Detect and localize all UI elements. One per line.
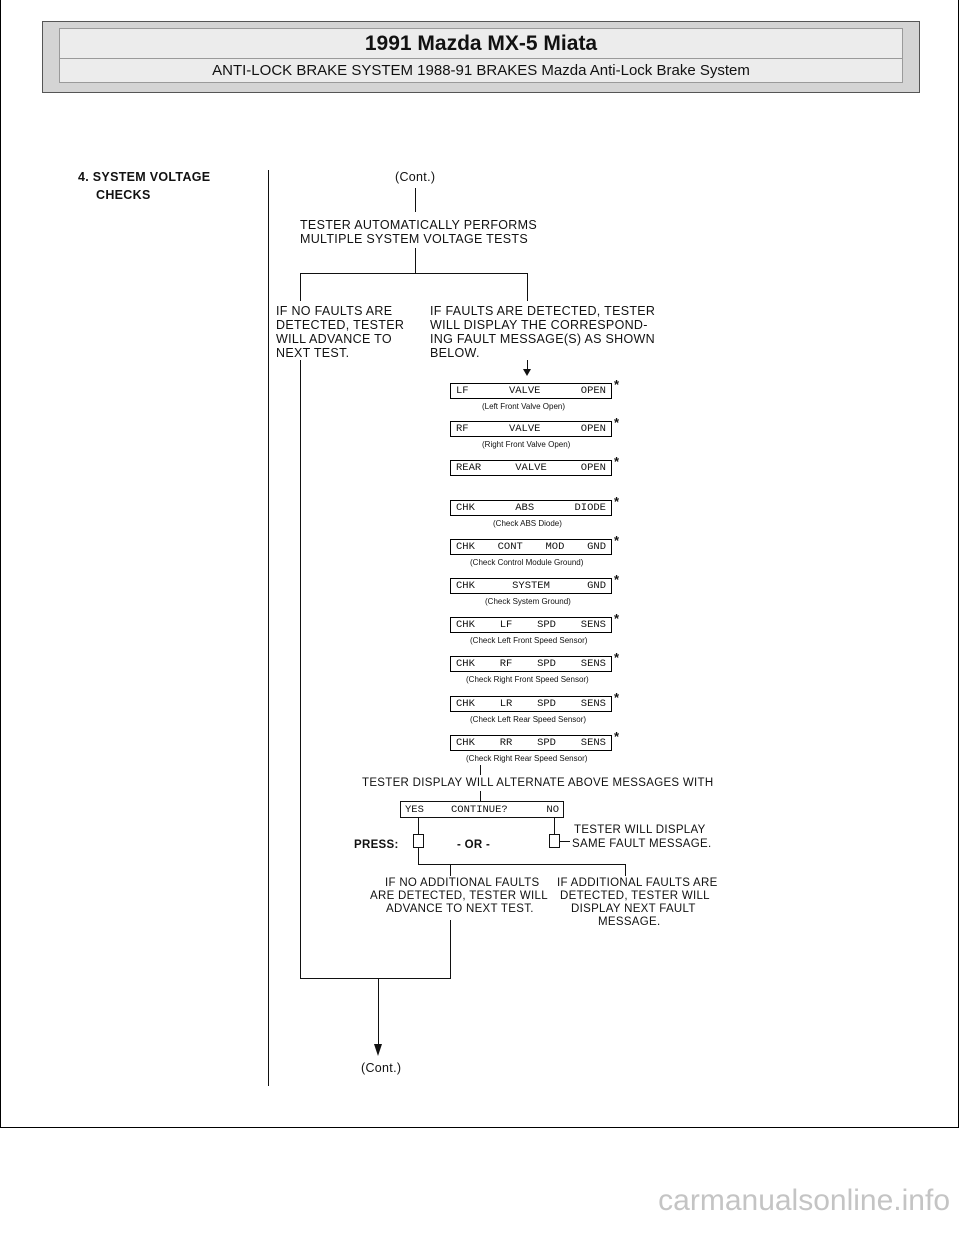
fault-message-box xyxy=(450,383,612,399)
footnote-marker: * xyxy=(614,533,620,548)
message-caption: (Check System Ground) xyxy=(485,597,571,606)
message-word: RF xyxy=(499,658,513,670)
message-caption: (Check Left Rear Speed Sensor) xyxy=(470,715,587,724)
message-word: LF xyxy=(499,619,513,631)
footnote-marker: * xyxy=(614,690,620,705)
message-word: CHK xyxy=(456,737,475,749)
message-word: CHK xyxy=(456,698,475,710)
message-word: ABS xyxy=(515,502,535,514)
same-fault-line2: SAME FAULT MESSAGE. xyxy=(572,838,712,850)
message-word: RR xyxy=(499,737,513,749)
fault-message-box xyxy=(450,421,612,437)
auto-tests-line1: TESTER AUTOMATICALLY PERFORMS xyxy=(300,218,537,232)
document-title: 1991 Mazda MX-5 Miata xyxy=(364,32,598,55)
message-word: SPD xyxy=(537,658,556,670)
document-header xyxy=(42,21,920,93)
same-fault-line1: TESTER WILL DISPLAY xyxy=(574,824,706,836)
message-word: SPD xyxy=(537,698,556,710)
footnote-marker: * xyxy=(614,415,620,430)
message-word: DIODE xyxy=(574,502,606,514)
prompt-yes: YES xyxy=(405,804,424,816)
connector-line xyxy=(554,818,555,834)
message-word: GND xyxy=(587,580,606,592)
message-caption: (Check Left Front Speed Sensor) xyxy=(470,636,588,645)
fault-message-box xyxy=(450,617,612,633)
message-word: CHK xyxy=(456,580,475,592)
message-word: SENS xyxy=(580,737,606,749)
message-word: SENS xyxy=(580,658,606,670)
connector-line xyxy=(527,273,528,301)
message-caption: (Check Right Front Speed Sensor) xyxy=(466,675,589,684)
message-word: CHK xyxy=(456,541,475,553)
continue-prompt-box xyxy=(400,801,564,818)
fault-message-box xyxy=(450,500,612,516)
message-word: GND xyxy=(587,541,606,553)
yes-key-icon xyxy=(413,834,424,848)
message-word: RF xyxy=(456,423,469,435)
footnote-marker: * xyxy=(614,729,620,744)
cont-bottom-label: (Cont.) xyxy=(361,1061,402,1075)
text-line: DETECTED, TESTER xyxy=(276,318,405,332)
arrow-down-icon xyxy=(374,1044,382,1056)
alternate-messages-text: TESTER DISPLAY WILL ALTERNATE ABOVE MESSAGES WITH xyxy=(362,777,714,789)
fault-message-box xyxy=(450,696,612,712)
message-caption: (Left Front Valve Open) xyxy=(482,402,565,411)
join-line xyxy=(300,978,451,979)
fault-message-box xyxy=(450,735,612,751)
page-border-left xyxy=(0,0,1,1128)
message-word: LR xyxy=(499,698,513,710)
message-caption: (Check Right Rear Speed Sensor) xyxy=(466,754,588,763)
footnote-marker: * xyxy=(614,454,620,469)
connector-line xyxy=(625,864,626,876)
message-word: SENS xyxy=(580,619,606,631)
connector-line xyxy=(415,188,416,212)
text-line: DISPLAY NEXT FAULT xyxy=(571,903,696,915)
message-word: OPEN xyxy=(580,462,606,474)
message-word: CONT xyxy=(497,541,523,553)
page-border-bottom xyxy=(0,1127,959,1128)
branch-line xyxy=(300,273,528,274)
arrow-down-icon xyxy=(523,369,531,376)
connector-line xyxy=(300,273,301,301)
message-word: LF xyxy=(456,385,469,397)
connector-line xyxy=(450,864,451,876)
header-panel xyxy=(59,28,903,83)
text-line: ARE DETECTED, TESTER WILL xyxy=(370,890,548,902)
footnote-marker: * xyxy=(614,572,620,587)
no-faults-path-line xyxy=(300,360,301,978)
message-caption: (Check Control Module Ground) xyxy=(470,558,584,567)
section-title-cont: CHECKS xyxy=(96,188,151,202)
no-key-icon xyxy=(549,834,560,848)
message-caption: (Check ABS Diode) xyxy=(493,519,562,528)
connector-line xyxy=(418,848,419,864)
message-word: VALVE xyxy=(508,385,541,397)
text-line: ING FAULT MESSAGE(S) AS SHOWN xyxy=(430,332,655,346)
footnote-marker: * xyxy=(614,494,620,509)
message-word: OPEN xyxy=(580,385,606,397)
message-word: CHK xyxy=(456,658,475,670)
text-line: DETECTED, TESTER WILL xyxy=(560,890,710,902)
message-caption: (Right Front Valve Open) xyxy=(482,440,571,449)
watermark-text: carmanualsonline.info xyxy=(658,1184,950,1217)
prompt-continue: CONTINUE? xyxy=(451,804,508,816)
document-subtitle: ANTI-LOCK BRAKE SYSTEM 1988-91 BRAKES Mazda Anti-Lock Brake System xyxy=(212,62,750,79)
message-word: SYSTEM xyxy=(512,580,550,592)
fault-message-box xyxy=(450,578,612,594)
message-word: SPD xyxy=(537,619,556,631)
text-line: ADVANCE TO NEXT TEST. xyxy=(386,903,534,915)
text-line: WILL ADVANCE TO xyxy=(276,332,392,346)
message-word: OPEN xyxy=(580,423,606,435)
fault-message-box xyxy=(450,656,612,672)
connector-line xyxy=(480,791,481,801)
message-word: VALVE xyxy=(508,423,541,435)
fault-message-box xyxy=(450,539,612,555)
text-line: IF ADDITIONAL FAULTS ARE xyxy=(557,877,718,889)
message-word: CHK xyxy=(456,619,475,631)
header-divider xyxy=(60,58,902,59)
prompt-no: NO xyxy=(546,804,559,816)
footnote-marker: * xyxy=(614,650,620,665)
press-label: PRESS: xyxy=(354,839,399,851)
connector-line xyxy=(415,248,416,273)
auto-tests-line2: MULTIPLE SYSTEM VOLTAGE TESTS xyxy=(300,232,528,246)
text-line: NEXT TEST. xyxy=(276,346,350,360)
text-line: MESSAGE. xyxy=(598,916,661,928)
text-line: BELOW. xyxy=(430,346,480,360)
or-separator: - OR - xyxy=(457,839,491,851)
message-word: VALVE xyxy=(515,462,547,474)
section-divider xyxy=(268,170,269,1086)
connector-line xyxy=(560,841,570,842)
connector-line xyxy=(418,818,419,834)
footnote-marker: * xyxy=(614,611,620,626)
text-line: WILL DISPLAY THE CORRESPOND- xyxy=(430,318,648,332)
fault-message-box xyxy=(450,460,612,476)
page-border-right xyxy=(958,0,959,1128)
connector-line xyxy=(480,765,481,775)
text-line: IF FAULTS ARE DETECTED, TESTER xyxy=(430,304,656,318)
text-line: IF NO FAULTS ARE xyxy=(276,304,393,318)
text-line: IF NO ADDITIONAL FAULTS xyxy=(385,877,540,889)
message-word: SENS xyxy=(580,698,606,710)
connector-line xyxy=(378,978,379,1046)
message-word: SPD xyxy=(537,737,556,749)
section-title: 4. SYSTEM VOLTAGE xyxy=(78,170,211,184)
message-word: REAR xyxy=(456,462,482,474)
footnote-marker: * xyxy=(614,377,620,392)
message-word: CHK xyxy=(456,502,475,514)
connector-line xyxy=(450,920,451,978)
cont-top-label: (Cont.) xyxy=(395,170,436,184)
message-word: MOD xyxy=(545,541,565,553)
